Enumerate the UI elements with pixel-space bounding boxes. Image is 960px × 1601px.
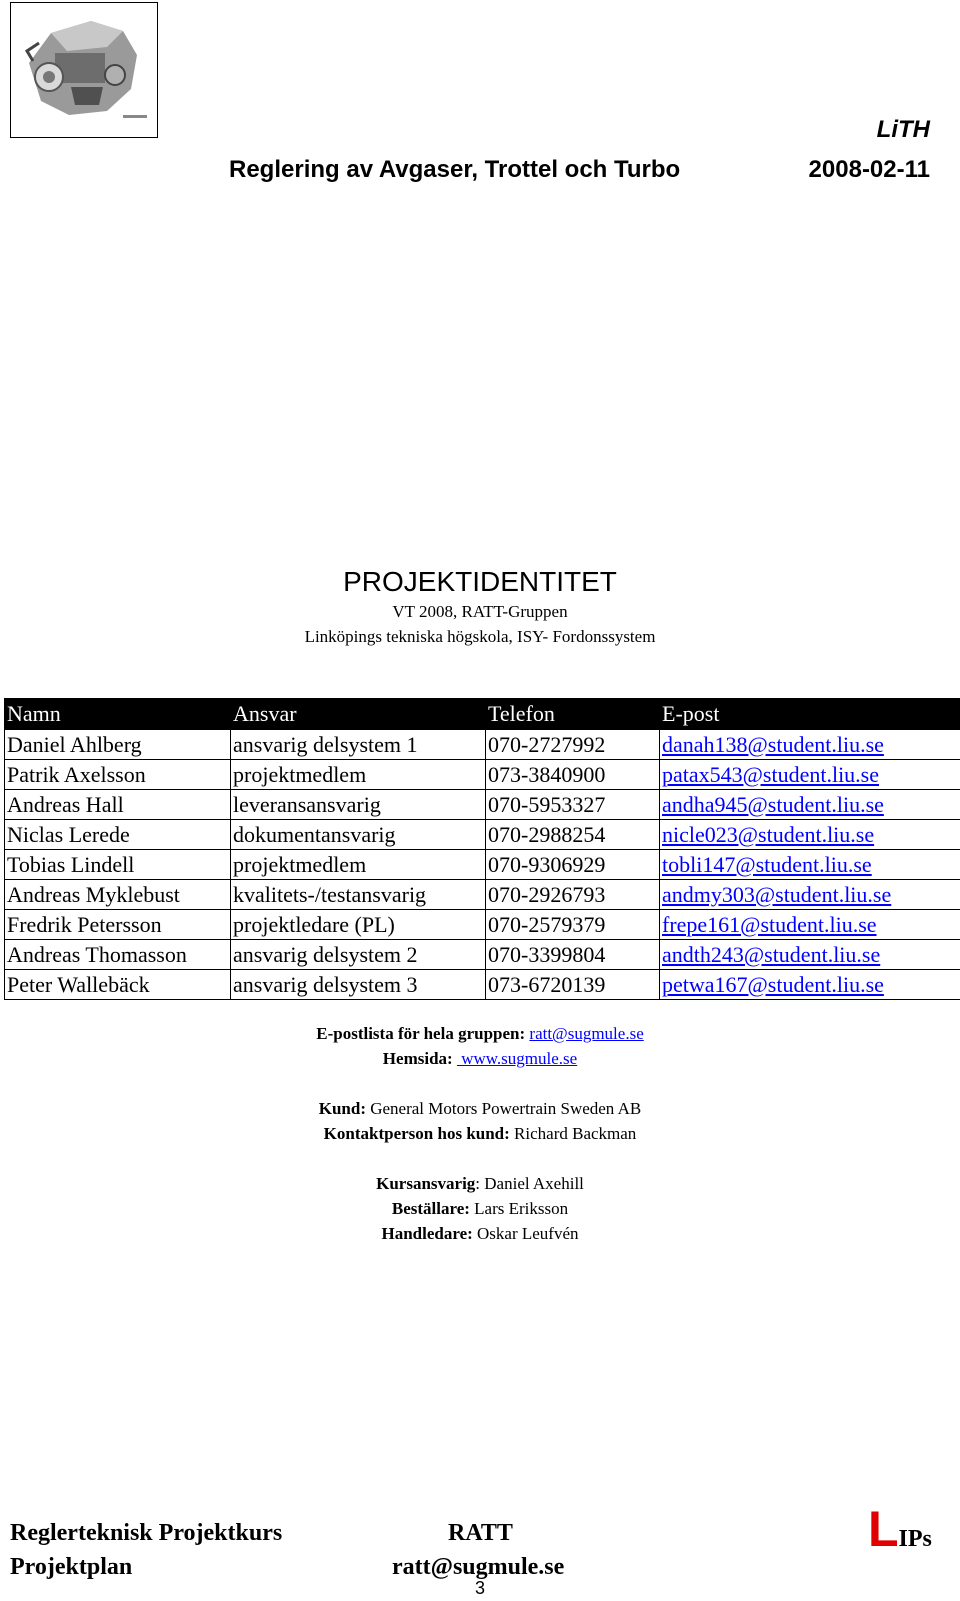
- column-header-phone: Telefon: [486, 699, 660, 730]
- project-heading: PROJEKTIDENTITET: [343, 566, 617, 597]
- footer-email: ratt@sugmule.se: [392, 1554, 565, 1580]
- supervisor-label: Handledare:: [381, 1224, 473, 1243]
- mailing-list-label: E-postlista för hela gruppen:: [316, 1024, 526, 1043]
- member-phone-cell: 070-5953327: [486, 790, 660, 820]
- org-logo-text: LiTH: [876, 116, 930, 143]
- member-phone-cell: 070-2926793: [486, 880, 660, 910]
- member-email-link[interactable]: frepe161@student.liu.se: [662, 911, 877, 937]
- orderer-label: Beställare:: [391, 1199, 470, 1218]
- customer-contact-value: Richard Backman: [514, 1124, 637, 1143]
- footer-group: RATT: [448, 1520, 513, 1546]
- member-email-cell: [660, 970, 960, 1000]
- table-row: [5, 820, 960, 850]
- engine-photo: [10, 2, 158, 138]
- member-name-cell: Andreas Thomasson: [5, 940, 231, 970]
- table-row: [5, 940, 960, 970]
- member-name-cell: Patrik Axelsson: [5, 760, 231, 790]
- member-phone-cell: 070-3399804: [486, 940, 660, 970]
- mailing-list-link[interactable]: ratt@sugmule.se: [529, 1024, 644, 1043]
- member-email-cell: [660, 910, 960, 940]
- table-row: [5, 970, 960, 1000]
- team-table: [4, 698, 960, 1000]
- table-row: [5, 850, 960, 880]
- member-email-link[interactable]: tobli147@student.liu.se: [662, 851, 872, 877]
- member-role-cell: ansvarig delsystem 3: [231, 970, 486, 1000]
- engine-photo-icon: [11, 3, 157, 137]
- member-role-cell: projektledare (PL): [231, 910, 486, 940]
- footer-document: Projektplan: [10, 1554, 133, 1580]
- member-phone-cell: 073-3840900: [486, 760, 660, 790]
- customer-value: General Motors Powertrain Sweden AB: [370, 1099, 642, 1118]
- lips-logo-text: IPs: [898, 1526, 932, 1552]
- member-role-cell: projektmedlem: [231, 850, 486, 880]
- homepage-line: [0, 1049, 960, 1069]
- member-email-link[interactable]: petwa167@student.liu.se: [662, 971, 884, 997]
- project-subtitle: VT 2008, RATT-Gruppen: [392, 602, 568, 621]
- member-phone-cell: 070-2579379: [486, 910, 660, 940]
- table-row: [5, 910, 960, 940]
- member-role-cell: ansvarig delsystem 1: [231, 730, 486, 760]
- member-phone-cell: 070-9306929: [486, 850, 660, 880]
- column-header-email: E-post: [660, 699, 960, 730]
- project-institution: Linköpings tekniska högskola, ISY- Fordonssystem: [304, 627, 656, 646]
- member-role-cell: kvalitets-/testansvarig: [231, 880, 486, 910]
- member-email-cell: [660, 760, 960, 790]
- document-title: Reglering av Avgaser, Trottel och Turbo: [229, 156, 681, 183]
- member-phone-cell: 070-2988254: [486, 820, 660, 850]
- page-number: 3: [474, 1578, 485, 1598]
- member-email-cell: [660, 820, 960, 850]
- member-name-cell: Andreas Hall: [5, 790, 231, 820]
- member-name-cell: Fredrik Petersson: [5, 910, 231, 940]
- course-responsible-line: [0, 1174, 960, 1194]
- homepage-label: Hemsida:: [382, 1049, 453, 1068]
- member-name-cell: Andreas Myklebust: [5, 880, 231, 910]
- member-phone-cell: 070-2727992: [486, 730, 660, 760]
- member-email-link[interactable]: andmy303@student.liu.se: [662, 881, 892, 907]
- footer-course: Reglerteknisk Projektkurs: [10, 1520, 283, 1546]
- course-responsible-value: : Daniel Axehill: [475, 1174, 584, 1193]
- member-role-cell: dokumentansvarig: [231, 820, 486, 850]
- member-name-cell: Peter Wallebäck: [5, 970, 231, 1000]
- supervisor-line: [0, 1224, 960, 1244]
- table-row: [5, 730, 960, 760]
- homepage-link[interactable]: www.sugmule.se: [456, 1049, 578, 1068]
- member-email-link[interactable]: andth243@student.liu.se: [662, 941, 881, 967]
- member-name-cell: Daniel Ahlberg: [5, 730, 231, 760]
- table-row: [5, 790, 960, 820]
- member-role-cell: leveransansvarig: [231, 790, 486, 820]
- column-header-role: Ansvar: [231, 699, 486, 730]
- member-email-cell: [660, 730, 960, 760]
- customer-label: Kund:: [318, 1099, 366, 1118]
- member-email-link[interactable]: danah138@student.liu.se: [662, 731, 884, 757]
- lips-logo-letter: L: [868, 1501, 899, 1557]
- member-email-link[interactable]: patax543@student.liu.se: [662, 761, 880, 787]
- member-name-cell: Niclas Lerede: [5, 820, 231, 850]
- member-email-cell: [660, 790, 960, 820]
- member-role-cell: ansvarig delsystem 2: [231, 940, 486, 970]
- table-row: [5, 760, 960, 790]
- orderer-line: [0, 1199, 960, 1219]
- table-header-row: [5, 699, 960, 730]
- member-email-cell: [660, 850, 960, 880]
- member-email-cell: [660, 940, 960, 970]
- member-name-cell: Tobias Lindell: [5, 850, 231, 880]
- customer-contact-label: Kontaktperson hos kund:: [323, 1124, 510, 1143]
- member-email-link[interactable]: andha945@student.liu.se: [662, 791, 884, 817]
- member-role-cell: projektmedlem: [231, 760, 486, 790]
- member-phone-cell: 073-6720139: [486, 970, 660, 1000]
- customer-line: [0, 1099, 960, 1119]
- member-email-cell: [660, 880, 960, 910]
- mailing-list-line: [0, 1024, 960, 1044]
- course-responsible-label: Kursansvarig: [376, 1174, 476, 1193]
- orderer-value: Lars Eriksson: [474, 1199, 569, 1218]
- document-date: 2008-02-11: [808, 156, 930, 183]
- lips-logo: [868, 1500, 932, 1558]
- table-row: [5, 880, 960, 910]
- column-header-name: Namn: [5, 699, 231, 730]
- member-email-link[interactable]: nicle023@student.liu.se: [662, 821, 875, 847]
- supervisor-value: Oskar Leufvén: [477, 1224, 579, 1243]
- customer-contact-line: [0, 1124, 960, 1144]
